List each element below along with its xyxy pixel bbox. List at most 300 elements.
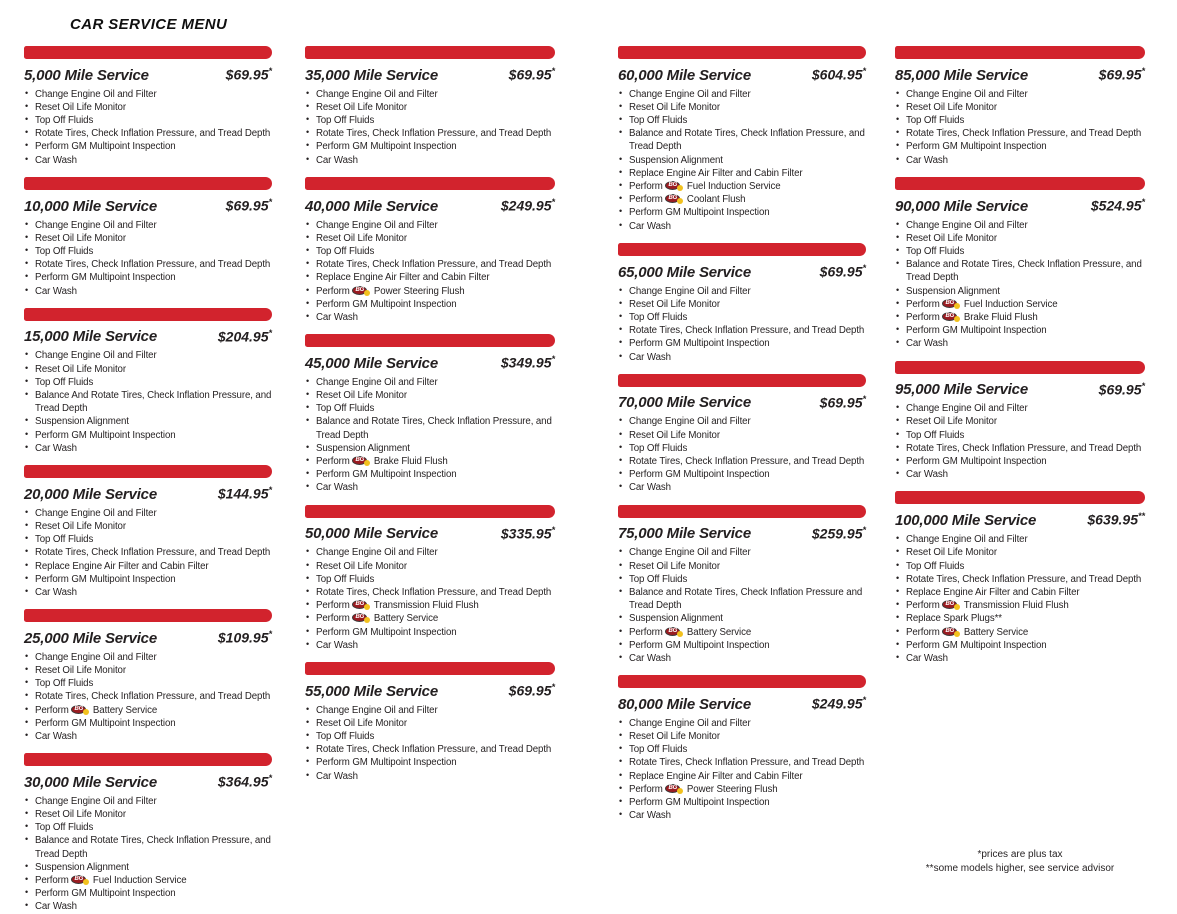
service-section-header	[24, 328, 272, 346]
service-item-text: Perform BG Coolant Flush	[629, 194, 746, 206]
service-item-text: Change Engine Oil and Filter	[906, 219, 1028, 231]
service-item	[895, 258, 1145, 284]
bg-logo-oval: BG	[352, 456, 367, 465]
service-item-list	[305, 376, 555, 495]
bullet-icon: •	[619, 441, 623, 452]
service-item-text: Top Off Fluids	[316, 403, 375, 415]
service-item	[24, 389, 272, 415]
service-item-list	[305, 219, 555, 325]
bullet-icon: •	[306, 481, 310, 492]
price-footnote-marker: *	[268, 327, 272, 338]
bg-logo-dot	[83, 709, 89, 715]
service-item-list	[305, 704, 555, 783]
service-item	[618, 351, 866, 364]
service-section-header	[24, 485, 272, 503]
service-item	[895, 245, 1145, 258]
service-section-header	[618, 525, 866, 543]
bg-logo-dot	[954, 631, 960, 637]
price-footnote-marker: *	[1141, 380, 1145, 391]
service-item	[895, 415, 1145, 428]
service-item-text: Perform BG Transmission Fluid Flush	[906, 600, 1069, 612]
bullet-icon: •	[25, 546, 29, 557]
bullet-icon: •	[25, 559, 29, 570]
section-divider-bar	[895, 361, 1145, 374]
price-footnote-marker: *	[862, 262, 866, 273]
menu-columns	[24, 46, 1145, 914]
service-item-text: Reset Oil Life Monitor	[35, 809, 126, 821]
service-item	[618, 415, 866, 428]
service-item	[618, 756, 866, 769]
service-section-header	[618, 695, 866, 713]
service-item-text: Reset Oil Life Monitor	[629, 730, 720, 742]
service-item-text: Rotate Tires, Check Inflation Pressure, and Tread Depth	[629, 757, 865, 769]
bg-logo-oval: BG	[665, 194, 680, 203]
service-title: 55,000 Mile Service	[305, 682, 438, 700]
service-item	[305, 599, 555, 612]
service-item-text: Perform GM Multipoint Inspection	[316, 626, 457, 638]
service-item	[895, 232, 1145, 245]
section-divider-bar	[618, 505, 866, 518]
service-price: $204.95*	[217, 327, 272, 345]
service-item-text: Top Off Fluids	[316, 245, 375, 257]
bg-products-logo-icon	[352, 456, 371, 465]
bullet-icon: •	[619, 284, 623, 295]
bullet-icon: •	[619, 769, 623, 780]
service-item-text: Top Off Fluids	[629, 744, 688, 756]
page-title: CAR SERVICE MENU	[70, 16, 228, 33]
service-item	[618, 88, 866, 101]
service-item	[24, 690, 272, 703]
service-item-text: Perform BG Battery Service	[35, 704, 158, 716]
service-item	[618, 586, 866, 612]
bullet-icon: •	[25, 114, 29, 125]
price-footnote-marker: *	[551, 681, 555, 692]
section-divider-bar	[305, 46, 555, 59]
service-item-text: Balance and Rotate Tires, Check Inflation Pressure and Tread Depth	[629, 586, 863, 612]
service-item-text: Perform GM Multipoint Inspection	[35, 429, 176, 441]
bullet-icon: •	[619, 625, 623, 636]
service-item-text: Perform BG Battery Service	[629, 626, 752, 638]
service-item	[618, 809, 866, 822]
service-item-text: Perform BG Power Steering Flush	[629, 783, 778, 795]
service-item-text: Perform BG Brake Fluid Flush	[906, 311, 1038, 323]
service-item-text: Suspension Alignment	[906, 285, 1000, 297]
bullet-icon: •	[25, 100, 29, 111]
bullet-icon: •	[896, 100, 900, 111]
service-item	[24, 507, 272, 520]
service-item-text: Balance and Rotate Tires, Check Inflation Pressure, and Tread Depth	[316, 416, 552, 441]
service-item-text: Change Engine Oil and Filter	[316, 376, 438, 388]
bullet-icon: •	[619, 415, 623, 426]
service-item	[618, 337, 866, 350]
service-item-text: Reset Oil Life Monitor	[629, 429, 720, 441]
bullet-icon: •	[306, 389, 310, 400]
price-footnote-marker: *	[551, 354, 555, 365]
service-item-text: Perform GM Multipoint Inspection	[316, 757, 457, 769]
bullet-icon: •	[896, 244, 900, 255]
service-item	[895, 639, 1145, 652]
section-divider-bar	[305, 662, 555, 675]
service-item-text: Car Wash	[629, 810, 671, 822]
service-item-list	[24, 507, 272, 599]
service-item-text: Balance And Rotate Tires, Check Inflation Pressure, and Tread Depth	[35, 390, 272, 415]
service-item-text: Rotate Tires, Check Inflation Pressure, and Tread Depth	[35, 259, 271, 271]
service-item	[24, 363, 272, 376]
service-item-text: Top Off Fluids	[629, 442, 688, 454]
service-item-text: Change Engine Oil and Filter	[35, 795, 157, 807]
bullet-icon: •	[619, 716, 623, 727]
service-item	[618, 298, 866, 311]
bullet-icon: •	[25, 375, 29, 386]
bullet-icon: •	[25, 428, 29, 439]
bullet-icon: •	[25, 794, 29, 805]
price-footnote-marker: *	[862, 393, 866, 404]
service-item-text: Top Off Fluids	[35, 534, 94, 546]
bullet-icon: •	[619, 114, 623, 125]
service-item-text: Reset Oil Life Monitor	[316, 232, 407, 244]
bullet-icon: •	[25, 127, 29, 138]
footnotes	[880, 848, 1160, 875]
service-item	[305, 586, 555, 599]
service-item	[24, 664, 272, 677]
bullet-icon: •	[306, 729, 310, 740]
section-divider-bar	[24, 177, 272, 190]
service-item	[24, 415, 272, 428]
bullet-icon: •	[306, 310, 310, 321]
service-price: $69.95*	[225, 66, 272, 83]
service-item	[895, 612, 1145, 625]
service-item-text: Car Wash	[35, 901, 77, 913]
bg-logo-oval: BG	[942, 299, 957, 308]
service-item-text: Reset Oil Life Monitor	[629, 560, 720, 572]
service-item-text: Suspension Alignment	[35, 861, 129, 873]
service-item-list	[305, 88, 555, 167]
bullet-icon: •	[896, 428, 900, 439]
bullet-icon: •	[896, 337, 900, 348]
service-item-text: Car Wash	[316, 154, 358, 166]
bullet-icon: •	[619, 166, 623, 177]
service-item	[305, 743, 555, 756]
service-item	[618, 220, 866, 233]
service-item-text: Rotate Tires, Check Inflation Pressure, and Tread Depth	[35, 691, 271, 703]
service-item-list	[618, 717, 866, 823]
bullet-icon: •	[619, 559, 623, 570]
bg-products-logo-icon	[942, 299, 961, 308]
service-item	[24, 730, 272, 743]
service-item	[618, 180, 866, 193]
service-item-text: Car Wash	[35, 586, 77, 598]
service-item-text: Suspension Alignment	[629, 154, 723, 166]
service-item-text: Rotate Tires, Check Inflation Pressure, and Tread Depth	[906, 573, 1142, 585]
menu-column-2	[305, 46, 555, 783]
service-item-text: Replace Spark Plugs**	[906, 613, 1002, 625]
service-item	[618, 285, 866, 298]
service-item	[895, 140, 1145, 153]
bullet-icon: •	[306, 612, 310, 623]
service-item	[24, 429, 272, 442]
service-item-text: Top Off Fluids	[906, 245, 965, 257]
service-item-text: Perform GM Multipoint Inspection	[906, 456, 1047, 468]
bullet-icon: •	[25, 519, 29, 530]
bullet-icon: •	[25, 572, 29, 583]
bullet-icon: •	[896, 441, 900, 452]
bullet-icon: •	[25, 834, 29, 845]
service-price: $69.95*	[508, 681, 555, 699]
service-item	[24, 573, 272, 586]
service-item-text: Rotate Tires, Check Inflation Pressure, and Tread Depth	[35, 547, 271, 559]
bullet-icon: •	[306, 402, 310, 413]
service-item	[24, 795, 272, 808]
service-title: 15,000 Mile Service	[24, 328, 157, 346]
bullet-icon: •	[306, 716, 310, 727]
bullet-icon: •	[896, 258, 900, 269]
service-item	[618, 468, 866, 481]
bullet-icon: •	[896, 455, 900, 466]
service-item	[24, 442, 272, 455]
service-item-text: Perform BG Power Steering Flush	[316, 285, 465, 297]
service-item	[24, 704, 272, 717]
bullet-icon: •	[25, 244, 29, 255]
service-item	[305, 114, 555, 127]
bg-logo-dot	[954, 303, 960, 309]
service-item-list	[895, 88, 1145, 167]
bullet-icon: •	[619, 100, 623, 111]
bg-logo-oval: BG	[665, 181, 680, 190]
service-item-text: Reset Oil Life Monitor	[316, 717, 407, 729]
bullet-icon: •	[306, 140, 310, 151]
bullet-icon: •	[306, 743, 310, 754]
section-divider-bar	[24, 609, 272, 622]
service-item-list	[895, 219, 1145, 351]
service-item-text: Car Wash	[629, 652, 671, 664]
bg-logo-oval: BG	[942, 312, 957, 321]
service-item-text: Change Engine Oil and Filter	[35, 219, 157, 231]
service-item	[895, 586, 1145, 599]
service-item-text: Change Engine Oil and Filter	[316, 219, 438, 231]
service-item	[305, 271, 555, 284]
service-item	[618, 717, 866, 730]
service-section-header	[895, 511, 1145, 529]
bullet-icon: •	[619, 638, 623, 649]
service-item	[618, 626, 866, 639]
service-item-text: Change Engine Oil and Filter	[629, 547, 751, 559]
service-item-text: Perform GM Multipoint Inspection	[629, 469, 770, 481]
bg-logo-dot	[677, 631, 683, 637]
service-item-text: Reset Oil Life Monitor	[35, 664, 126, 676]
service-item-text: Change Engine Oil and Filter	[629, 88, 751, 100]
service-title: 30,000 Mile Service	[24, 773, 157, 791]
service-item-text: Perform GM Multipoint Inspection	[629, 207, 770, 219]
bullet-icon: •	[306, 271, 310, 282]
service-item-list	[618, 88, 866, 233]
service-item	[895, 114, 1145, 127]
service-price: $109.95*	[217, 629, 272, 646]
service-price: $69.95*	[819, 393, 866, 411]
service-section-header	[305, 682, 555, 700]
service-item-text: Replace Engine Air Filter and Cabin Filter	[316, 272, 490, 284]
bg-logo-dot	[954, 604, 960, 610]
service-item-text: Change Engine Oil and Filter	[906, 403, 1028, 415]
bullet-icon: •	[25, 860, 29, 871]
service-item	[305, 219, 555, 232]
bullet-icon: •	[25, 900, 29, 911]
bullet-icon: •	[306, 769, 310, 780]
service-item-text: Rotate Tires, Check Inflation Pressure, and Tread Depth	[316, 586, 552, 598]
service-item	[618, 612, 866, 625]
service-item	[305, 573, 555, 586]
service-item	[618, 481, 866, 494]
service-item-list	[618, 415, 866, 494]
bullet-icon: •	[25, 153, 29, 164]
service-section-header	[24, 773, 272, 791]
bullet-icon: •	[306, 218, 310, 229]
bullet-icon: •	[306, 625, 310, 636]
service-item-text: Car Wash	[906, 652, 948, 664]
bullet-icon: •	[25, 231, 29, 242]
bullet-icon: •	[619, 585, 623, 596]
service-item	[305, 298, 555, 311]
service-title: 75,000 Mile Service	[618, 525, 751, 543]
section-divider-bar	[895, 491, 1145, 504]
footnote-some-models-higher: **some models higher, see service advisor	[925, 862, 1115, 874]
service-item	[24, 140, 272, 153]
service-section-header	[895, 381, 1145, 399]
service-item	[895, 626, 1145, 639]
service-item	[305, 311, 555, 324]
bullet-icon: •	[25, 874, 29, 885]
service-item	[24, 88, 272, 101]
service-item	[305, 245, 555, 258]
bg-logo-dot	[364, 617, 370, 623]
bullet-icon: •	[306, 153, 310, 164]
bullet-icon: •	[25, 140, 29, 151]
section-divider-bar	[24, 46, 272, 59]
service-item	[305, 704, 555, 717]
bullet-icon: •	[896, 625, 900, 636]
bg-products-logo-icon	[665, 194, 684, 203]
service-item-text: Rotate Tires, Check Inflation Pressure, and Tread Depth	[629, 325, 865, 337]
bullet-icon: •	[619, 743, 623, 754]
bullet-icon: •	[619, 651, 623, 662]
service-item	[618, 206, 866, 219]
service-item-text: Top Off Fluids	[316, 730, 375, 742]
service-item-text: Perform BG Fuel Induction Service	[629, 181, 781, 193]
service-item-text: Reset Oil Life Monitor	[906, 232, 997, 244]
service-item	[24, 560, 272, 573]
bullet-icon: •	[896, 218, 900, 229]
service-item	[618, 311, 866, 324]
service-item-text: Top Off Fluids	[316, 115, 375, 127]
service-item	[895, 298, 1145, 311]
service-item-text: Replace Engine Air Filter and Cabin Filter	[906, 586, 1080, 598]
service-item	[618, 560, 866, 573]
bg-logo-oval: BG	[665, 627, 680, 636]
bullet-icon: •	[619, 572, 623, 583]
service-item	[618, 324, 866, 337]
service-item-list	[24, 651, 272, 743]
service-title: 90,000 Mile Service	[895, 197, 1028, 215]
bullet-icon: •	[619, 729, 623, 740]
service-price: $364.95*	[217, 773, 272, 790]
bullet-icon: •	[306, 100, 310, 111]
service-item-list	[305, 546, 555, 652]
bullet-icon: •	[896, 533, 900, 544]
service-item-text: Top Off Fluids	[629, 573, 688, 585]
service-item-text: Balance and Rotate Tires, Check Inflation Pressure, and Tread Depth	[906, 259, 1142, 284]
service-item	[24, 258, 272, 271]
service-item-text: Rotate Tires, Check Inflation Pressure, and Tread Depth	[906, 128, 1142, 140]
bullet-icon: •	[619, 206, 623, 217]
bg-logo-dot	[677, 788, 683, 794]
bullet-icon: •	[25, 415, 29, 426]
service-section-header	[305, 66, 555, 84]
service-item-text: Top Off Fluids	[906, 560, 965, 572]
service-item	[618, 730, 866, 743]
service-item-text: Car Wash	[316, 639, 358, 651]
service-item-text: Top Off Fluids	[35, 115, 94, 127]
bullet-icon: •	[25, 716, 29, 727]
service-item-text: Change Engine Oil and Filter	[629, 285, 751, 297]
service-price: $604.95*	[811, 66, 866, 83]
service-item-text: Balance and Rotate Tires, Check Inflation Pressure, and Tread Depth	[35, 835, 271, 860]
service-item	[305, 546, 555, 559]
price-footnote-marker: *	[862, 695, 866, 706]
service-item	[305, 730, 555, 743]
service-section-header	[24, 66, 272, 84]
bullet-icon: •	[25, 690, 29, 701]
service-section-header	[895, 66, 1145, 84]
bullet-icon: •	[25, 441, 29, 452]
service-item	[618, 743, 866, 756]
service-item	[618, 442, 866, 455]
service-item-text: Top Off Fluids	[35, 245, 94, 257]
service-price: $144.95*	[217, 485, 272, 502]
service-item-list	[618, 285, 866, 364]
service-title: 20,000 Mile Service	[24, 485, 157, 503]
bullet-icon: •	[896, 651, 900, 662]
service-item-text: Car Wash	[906, 154, 948, 166]
service-item-text: Car Wash	[906, 469, 948, 481]
bullet-icon: •	[306, 87, 310, 98]
service-item-text: Car Wash	[35, 442, 77, 454]
menu-column-4	[895, 46, 1145, 665]
bg-logo-oval: BG	[352, 613, 367, 622]
service-price: $639.95**	[1087, 511, 1145, 529]
bg-logo-dot	[677, 198, 683, 204]
service-item	[24, 349, 272, 362]
section-divider-bar	[305, 505, 555, 518]
bullet-icon: •	[25, 349, 29, 360]
service-item	[895, 127, 1145, 140]
price-footnote-marker: *	[268, 485, 272, 496]
service-item-text: Reset Oil Life Monitor	[906, 101, 997, 113]
service-section-header	[24, 629, 272, 647]
bullet-icon: •	[896, 284, 900, 295]
service-item-text: Perform GM Multipoint Inspection	[35, 573, 176, 585]
bullet-icon: •	[306, 599, 310, 610]
service-item	[895, 311, 1145, 324]
service-item-text: Top Off Fluids	[35, 678, 94, 690]
service-item-text: Reset Oil Life Monitor	[35, 363, 126, 375]
menu-column-1	[24, 46, 272, 914]
service-item-text: Top Off Fluids	[316, 573, 375, 585]
service-item	[24, 546, 272, 559]
service-item	[895, 546, 1145, 559]
bg-logo-dot	[677, 185, 683, 191]
service-item-text: Replace Engine Air Filter and Cabin Filter	[35, 560, 209, 572]
service-item	[618, 770, 866, 783]
service-item-text: Perform GM Multipoint Inspection	[35, 272, 176, 284]
